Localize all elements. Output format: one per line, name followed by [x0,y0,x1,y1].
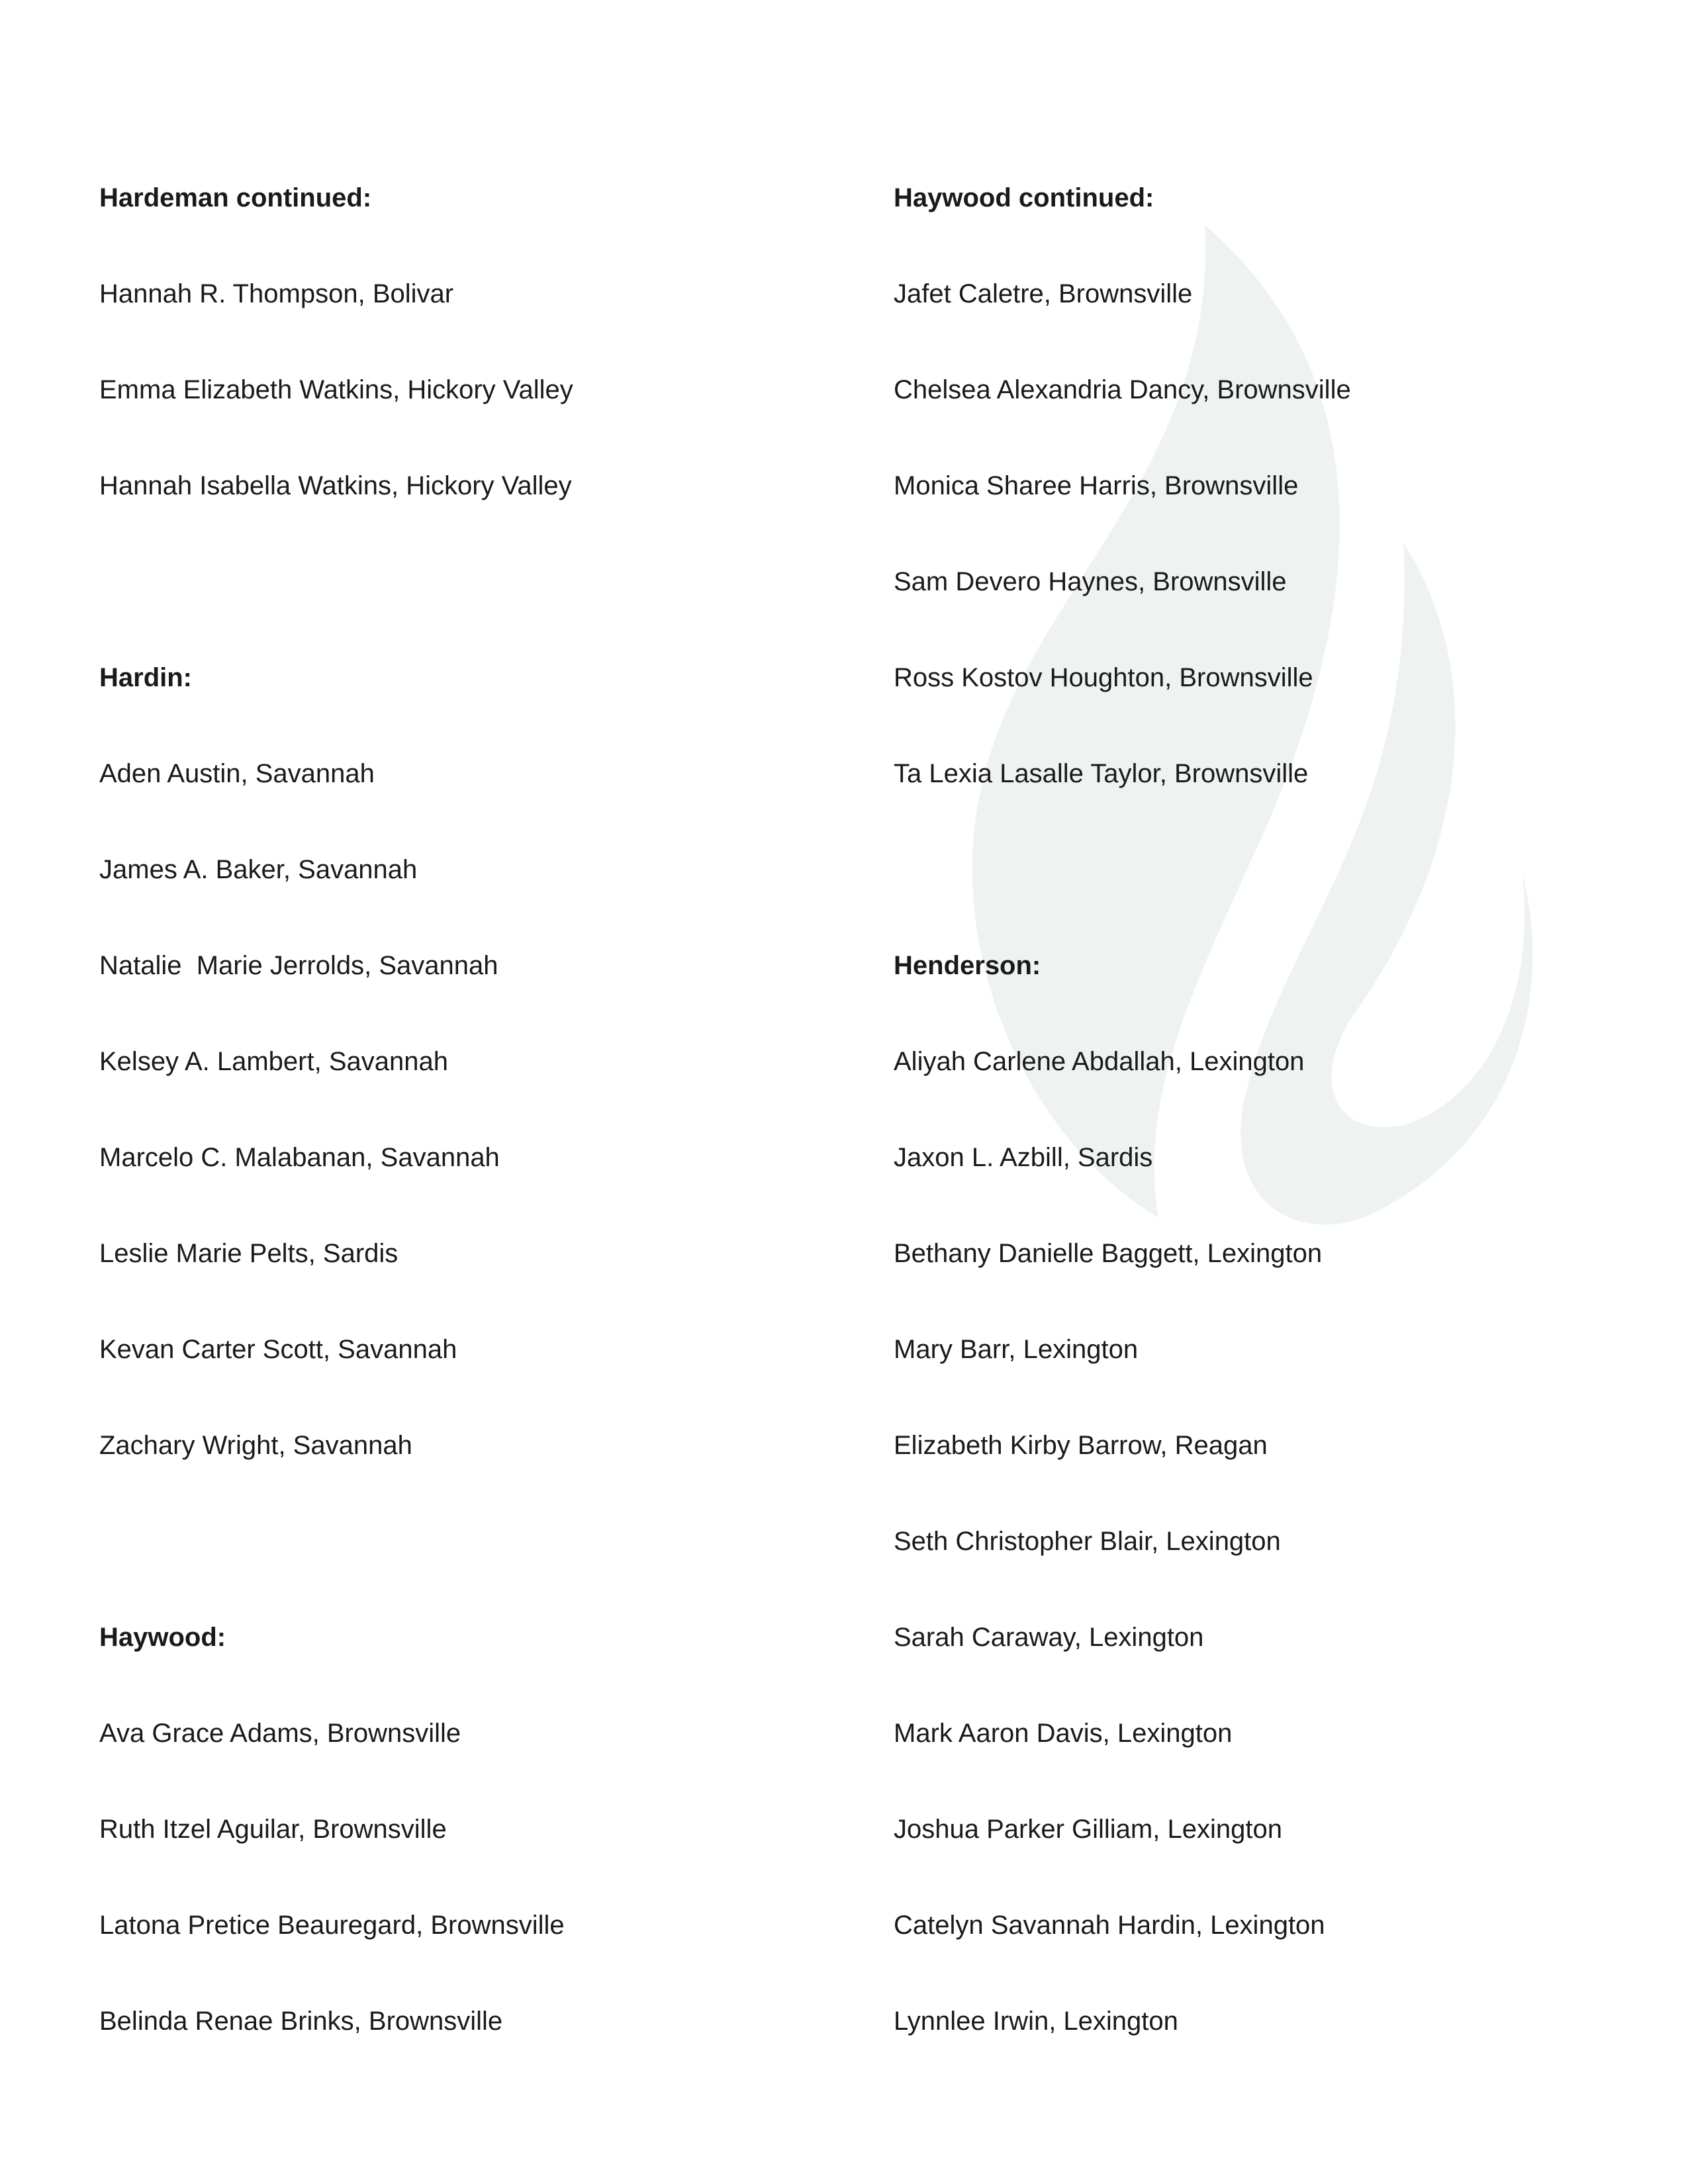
section-heading-hardeman-continued: Hardeman continued: [99,183,372,212]
name-entry: Jafet Caletre, Brownsville [894,279,1193,308]
name-entry: James A. Baker, Savannah [99,855,418,884]
name-entry: Lynnlee Irwin, Lexington [894,2007,1178,2036]
name-entry: Elizabeth Kirby Barrow, Reagan [894,1431,1268,1460]
name-entry: Ruth Itzel Aguilar, Brownsville [99,1815,447,1844]
name-entry: Zachary Wright, Savannah [99,1431,412,1460]
name-entry: Monica Sharee Harris, Brownsville [894,471,1299,500]
name-entry: Leslie Marie Pelts, Sardis [99,1239,399,1268]
name-entry: Mary Barr, Lexington [894,1335,1139,1364]
section-heading-haywood-continued: Haywood continued: [894,183,1154,212]
name-entry: Hannah R. Thompson, Bolivar [99,279,454,308]
name-entry: Aden Austin, Savannah [99,759,375,788]
name-entry: Chelsea Alexandria Dancy, Brownsville [894,375,1351,404]
name-entry: Joshua Parker Gilliam, Lexington [894,1815,1282,1844]
section-heading-hardin: Hardin: [99,663,192,692]
name-entry: Emma Elizabeth Watkins, Hickory Valley [99,375,573,404]
name-entry: Latona Pretice Beauregard, Brownsville [99,1911,565,1940]
name-entry: Ross Kostov Houghton, Brownsville [894,663,1313,692]
name-entry: Catelyn Savannah Hardin, Lexington [894,1911,1325,1940]
name-entry: Mark Aaron Davis, Lexington [894,1719,1233,1748]
name-entry: Ava Grace Adams, Brownsville [99,1719,461,1748]
name-entry: Aliyah Carlene Abdallah, Lexington [894,1047,1305,1076]
name-entry: Marcelo C. Malabanan, Savannah [99,1143,500,1172]
name-entry: Sarah Caraway, Lexington [894,1623,1204,1652]
name-entry: Sam Devero Haynes, Brownsville [894,567,1287,596]
name-entry: Kevan Carter Scott, Savannah [99,1335,457,1364]
name-entry: Belinda Renae Brinks, Brownsville [99,2007,503,2036]
name-entry: Ta Lexia Lasalle Taylor, Brownsville [894,759,1309,788]
section-heading-henderson: Henderson: [894,951,1041,980]
name-entry: Kelsey A. Lambert, Savannah [99,1047,448,1076]
name-entry: Jaxon L. Azbill, Sardis [894,1143,1153,1172]
name-entry: Seth Christopher Blair, Lexington [894,1527,1281,1556]
section-heading-haywood: Haywood: [99,1623,226,1652]
name-entry: Natalie Marie Jerrolds, Savannah [99,951,498,980]
name-entry: Bethany Danielle Baggett, Lexington [894,1239,1323,1268]
name-entry: Hannah Isabella Watkins, Hickory Valley [99,471,572,500]
